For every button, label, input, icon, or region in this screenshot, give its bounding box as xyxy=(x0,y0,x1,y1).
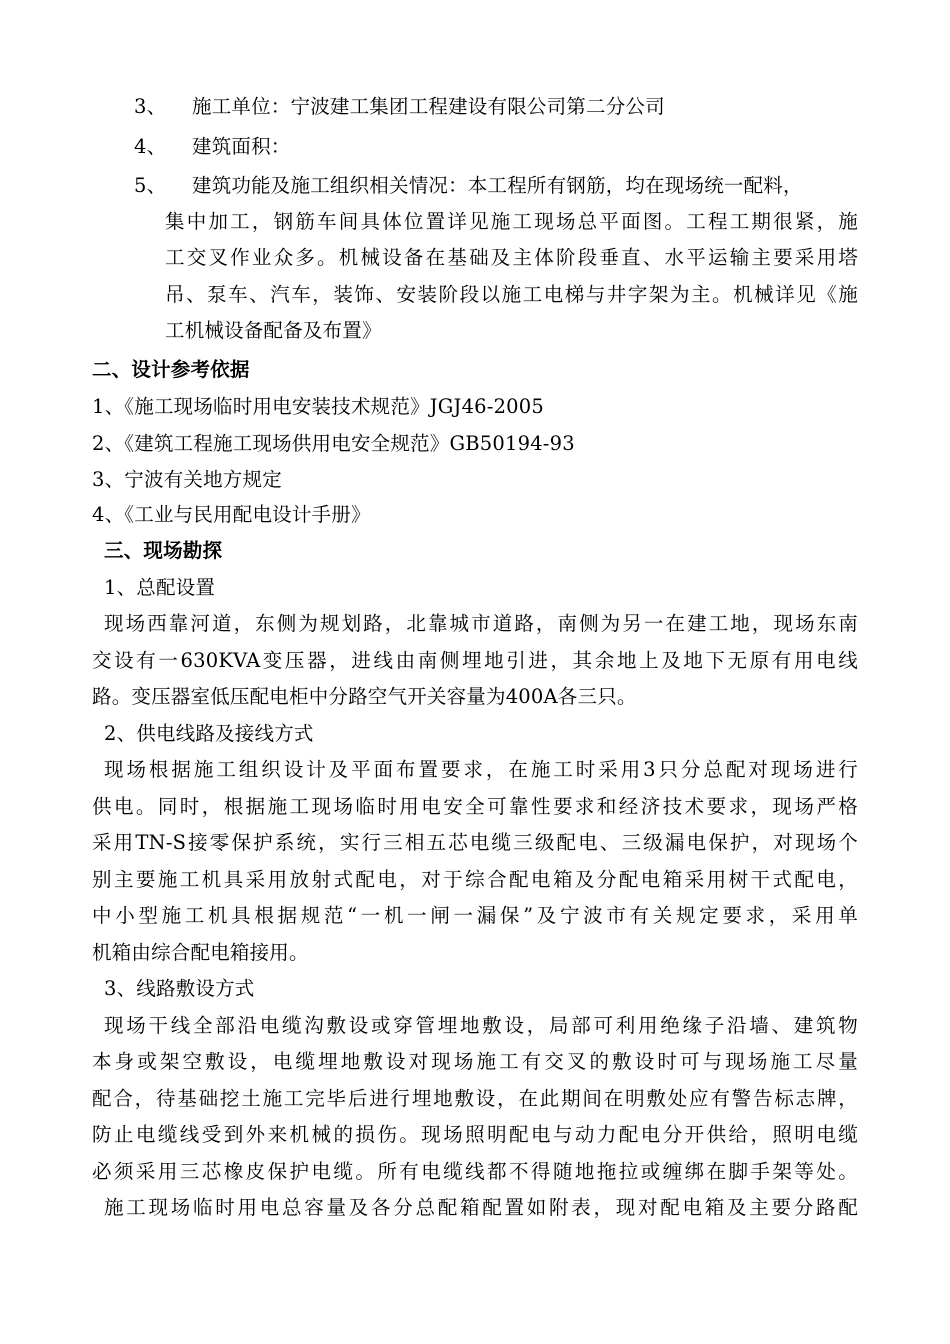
info-item-text: 建筑功能及施工组织相关情况：本工程所有钢筋，均在现场统一配料， xyxy=(192,174,803,197)
info-item-number: 3、 xyxy=(134,95,167,118)
paragraph-line-wrap xyxy=(92,862,858,898)
paragraph-line-wrap xyxy=(92,825,858,861)
paragraph-line: 配合，待基础挖土施工完毕后进行埋地敷设，在此期间在明敷处应有警告标志牌， xyxy=(92,1087,858,1110)
paragraph-line: 机箱由综合配电箱接用。 xyxy=(92,941,309,964)
paragraph-line: 现场西靠河道，东侧为规划路，北靠城市道路，南侧为另一在建工地，现场东南 xyxy=(104,612,858,635)
info-item-number: 4、 xyxy=(134,135,167,158)
paragraph-line-wrap xyxy=(104,1190,858,1226)
subsection-title: 1、总配设置 xyxy=(104,576,216,599)
paragraph-line: 防止电缆线受到外来机械的损伤。现场照明配电与动力配电分开供给，照明电缆 xyxy=(92,1123,858,1146)
reference-item: 3、宁波有关地方规定 xyxy=(92,468,282,491)
paragraph-line: 集中加工，钢筋车间具体位置详见施工现场总平面图。工程工期很紧，施 xyxy=(165,210,858,233)
reference-item: 2、《建筑工程施工现场供用电安全规范》GB50194-93 xyxy=(92,432,575,455)
paragraph-line: 现场干线全部沿电缆沟敷设或穿管埋地敷设，局部可利用绝缘子沿墙、建筑物 xyxy=(104,1014,858,1037)
info-item-5 xyxy=(134,168,803,204)
paragraph-line: 路。变压器室低压配电柜中分路空气开关容量为400A各三只。 xyxy=(92,685,637,708)
paragraph-line: 中小型施工机具根据规范“一机一闸一漏保”及宁波市有关规定要求，采用单 xyxy=(92,904,858,927)
paragraph-line-wrap xyxy=(104,606,858,642)
paragraph-line: 交设有一630KVA变压器，进线由南侧埋地引进，其余地上及地下无原有用电线 xyxy=(92,649,858,672)
info-item-3 xyxy=(134,89,665,125)
paragraph-line: 现场根据施工组织设计及平面布置要求，在施工时采用3只分总配对现场进行 xyxy=(104,758,858,781)
paragraph-line-wrap xyxy=(92,643,858,679)
info-item-text: 施工单位：宁波建工集团工程建设有限公司第二分公司 xyxy=(192,95,665,118)
info-item-5-cont xyxy=(165,240,858,276)
paragraph-line-wrap xyxy=(92,789,858,825)
paragraph-line: 工机械设备配备及布置》 xyxy=(165,319,382,342)
section-heading-design-basis: 二、设计参考依据 xyxy=(92,358,250,381)
info-item-5-cont xyxy=(165,204,858,240)
info-item-5-cont xyxy=(165,277,858,313)
paragraph-line: 施工现场临时用电总容量及各分总配箱配置如附表，现对配电箱及主要分路配 xyxy=(104,1196,858,1219)
info-item-text: 建筑面积： xyxy=(192,135,291,158)
paragraph-line: 供电。同时，根据施工现场临时用电安全可靠性要求和经济技术要求，现场严格 xyxy=(92,795,858,818)
paragraph-line-wrap xyxy=(92,1117,858,1153)
paragraph-line: 本身或架空敷设，电缆埋地敷设对现场施工有交叉的敷设时可与现场施工尽量 xyxy=(92,1050,858,1073)
reference-item: 4、《工业与民用配电设计手册》 xyxy=(92,503,371,526)
paragraph-line-wrap xyxy=(92,1044,858,1080)
paragraph-line: 采用TN-S接零保护系统，实行三相五芯电缆三级配电、三级漏电保护，对现场个 xyxy=(92,831,858,854)
reference-item: 1、《施工现场临时用电安装技术规范》JGJ46-2005 xyxy=(92,395,544,418)
paragraph-line-wrap xyxy=(92,1154,858,1190)
section-heading-site-survey: 三、现场勘探 xyxy=(104,539,223,562)
paragraph-line-wrap xyxy=(92,1081,858,1117)
info-item-4 xyxy=(134,129,291,165)
paragraph-line: 工交叉作业众多。机械设备在基础及主体阶段垂直、水平运输主要采用塔 xyxy=(165,246,858,269)
paragraph-line-wrap xyxy=(92,898,858,934)
subsection-title: 2、供电线路及接线方式 xyxy=(104,722,314,745)
paragraph-line-wrap xyxy=(104,1008,858,1044)
subsection-title: 3、线路敷设方式 xyxy=(104,977,255,1000)
info-item-number: 5、 xyxy=(134,174,167,197)
paragraph-line: 吊、泵车、汽车，装饰、安装阶段以施工电梯与井字架为主。机械详见《施 xyxy=(165,283,858,306)
info-item-5-cont xyxy=(165,313,382,349)
paragraph-line: 别主要施工机具采用放射式配电，对于综合配电箱及分配电箱采用树干式配电， xyxy=(92,868,858,891)
paragraph-line-wrap xyxy=(104,752,858,788)
paragraph-line: 必须采用三芯橡皮保护电缆。所有电缆线都不得随地拖拉或缠绑在脚手架等处。 xyxy=(92,1160,858,1183)
